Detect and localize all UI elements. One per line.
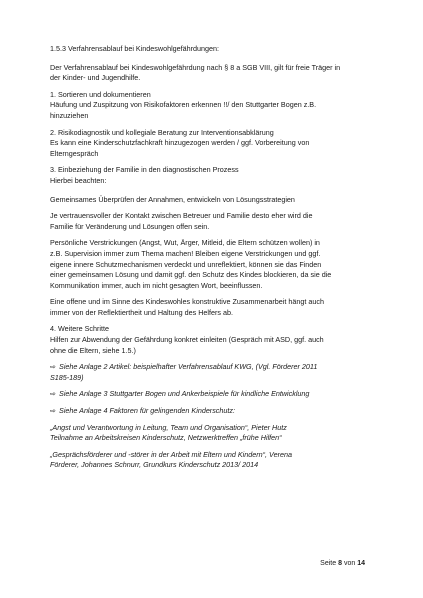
step-2-line-2: Elterngespräch bbox=[50, 148, 99, 158]
paragraph-4-line-1: Eine offene und im Sinne des Kindeswohles konstruktive Zusammenarbeit hängt auch bbox=[50, 297, 324, 307]
reference-2 bbox=[50, 389, 382, 400]
step-2-line-1: Es kann eine Kinderschutzfachkraft hinzugezogen werden / ggf. Vorbereitung von bbox=[50, 138, 310, 148]
step-3-title: 3. Einbeziehung der Familie in den diagnostischen Prozess bbox=[50, 165, 239, 175]
paragraph-3-line-1: Persönliche Verstrickungen (Angst, Wut, Ärger, Mitleid, die Eltern schützen wollen) in bbox=[50, 238, 320, 248]
step-4-line-1: Hilfen zur Abwendung der Gefährdung konkret einleiten (Gespräch mit ASD, ggf. auch bbox=[50, 335, 324, 345]
page-number bbox=[320, 560, 365, 567]
reference-2-text: Siehe Anlage 3 Stuttgarter Bogen und Ankerbeispiele für kindliche Entwicklung bbox=[59, 389, 310, 399]
reference-1-line-2: S185-189) bbox=[50, 372, 84, 382]
paragraph-3-line-4: einer gemeinsamen Lösung und damit ggf. den Schutz des Kindes blockieren, da sie die bbox=[50, 270, 332, 280]
step-4-title: 4. Weitere Schritte bbox=[50, 324, 109, 334]
intro-line-1: Der Verfahrensablauf bei Kindeswohlgefährdung nach § 8 a SGB VIII, gilt für freie Träger in bbox=[50, 62, 341, 72]
paragraph-2-line-2: Familie für Veränderung und Lösungen offen sein. bbox=[50, 221, 210, 231]
document-page bbox=[50, 44, 382, 471]
quote-2-line-2: Förderer, Johannes Schnurr, Grundkurs Kinderschutz 2013/ 2014 bbox=[50, 460, 259, 470]
reference-3-text: Siehe Anlage 4 Faktoren für gelingenden Kinderschutz: bbox=[59, 406, 235, 416]
step-2-title: 2. Risikodiagnostik und kollegiale Beratung zur Interventionsabklärung bbox=[50, 127, 274, 137]
paragraph-2-line-1: Je vertrauensvoller der Kontakt zwischen Betreuer und Familie desto eher wird die bbox=[50, 211, 313, 221]
arrow-right-icon: ⇨ bbox=[50, 389, 57, 399]
paragraph-3-line-3: eigene innere Schutzmechanismen verdeckt und unreflektiert, können sie das Finden bbox=[50, 259, 322, 269]
reference-1-line-1: Siehe Anlage 2 Artikel: beispielhafter Verfahrensablauf KWG, (Vgl. Förderer 2011 bbox=[59, 362, 318, 372]
step-1-title: 1. Sortieren und dokumentieren bbox=[50, 89, 151, 99]
paragraph-3-line-2: z.B. Supervision immer zum Thema machen! Bleiben eigene Verstrickungen und ggf. bbox=[50, 248, 321, 258]
quote-2-line-1: „Gesprächsförderer und -störer in der Arbeit mit Eltern und Kindern“, Verena bbox=[50, 449, 292, 459]
reference-1 bbox=[50, 362, 382, 373]
quote-1-line-1: „Angst und Verantwortung in Leitung, Team und Organisation“, Pieter Hutz bbox=[50, 422, 287, 432]
step-3-sub: Hierbei beachten: bbox=[50, 175, 107, 185]
step-4-line-2: ohne die Eltern, siehe 1.5.) bbox=[50, 345, 136, 355]
step-1-line-1: Häufung und Zuspitzung von Risikofaktoren erkennen !!/ den Stuttgarter Bogen z.B. bbox=[50, 100, 317, 110]
paragraph-4-line-2: immer von der Reflektiertheit und Haltung des Helfers ab. bbox=[50, 307, 233, 317]
paragraph-3-line-5: Kommunikation immer, auch im nicht gesagten Wort, beeinflussen. bbox=[50, 280, 263, 290]
arrow-right-icon: ⇨ bbox=[50, 362, 57, 372]
quote-1-line-2: Teilnahme an Arbeitskreisen Kinderschutz, Netzwerktreffen „frühe Hilfen“ bbox=[50, 433, 282, 443]
page-number-total: 14 bbox=[357, 560, 365, 567]
section-heading: 1.5.3 Verfahrensablauf bei Kindeswohlgefährdungen: bbox=[50, 44, 220, 53]
paragraph-1: Gemeinsames Überprüfen der Annahmen, entwickeln von Lösungsstrategien bbox=[50, 194, 295, 204]
reference-3 bbox=[50, 406, 382, 417]
intro-line-2: der Kinder- und Jugendhilfe. bbox=[50, 73, 141, 83]
page-number-separator: von bbox=[343, 560, 356, 567]
page-number-current: 8 bbox=[338, 560, 342, 567]
arrow-right-icon: ⇨ bbox=[50, 406, 57, 416]
page-number-prefix: Seite bbox=[320, 560, 337, 567]
step-1-line-2: hinzuziehen bbox=[50, 110, 89, 120]
